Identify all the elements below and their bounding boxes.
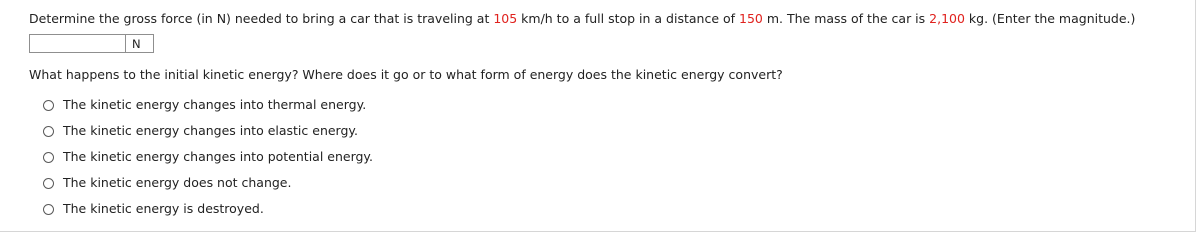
radio-button-icon[interactable] xyxy=(43,178,54,189)
option-label: The kinetic energy changes into potential energy. xyxy=(63,149,374,164)
question-1-text-part: Determine the gross force (in N) needed to bring a car that is traveling at xyxy=(29,11,494,26)
radio-button-icon[interactable] xyxy=(43,100,54,111)
question-1-text-part: km/h to a full stop in a distance of xyxy=(517,11,740,26)
radio-button-icon[interactable] xyxy=(43,204,54,215)
option-potential-energy[interactable] xyxy=(43,144,373,170)
option-label: The kinetic energy changes into thermal energy. xyxy=(63,97,367,112)
option-label: The kinetic energy changes into elastic energy. xyxy=(63,123,359,138)
question-1-text-part: m. The mass of the car is xyxy=(762,11,930,26)
unit-label: N xyxy=(126,34,154,53)
option-label: The kinetic energy is destroyed. xyxy=(63,201,264,216)
option-label: The kinetic energy does not change. xyxy=(63,175,292,190)
energy-options-group xyxy=(43,92,373,222)
radio-button-icon[interactable] xyxy=(43,152,54,163)
distance-value: 150 xyxy=(739,11,763,26)
question-1-text xyxy=(29,11,1135,27)
mass-value: 2,100 xyxy=(929,11,965,26)
option-elastic-energy[interactable] xyxy=(43,118,373,144)
question-2-prompt: What happens to the initial kinetic energy? Where does it go or to what form of energy does the kinetic energy convert? xyxy=(29,67,783,82)
question-1-text-part: kg. (Enter the magnitude.) xyxy=(964,11,1136,26)
answer-row xyxy=(29,34,154,53)
option-does-not-change[interactable] xyxy=(43,170,373,196)
radio-button-icon[interactable] xyxy=(43,126,54,137)
speed-value: 105 xyxy=(493,11,518,26)
option-thermal-energy[interactable] xyxy=(43,92,373,118)
option-destroyed[interactable] xyxy=(43,196,373,222)
force-answer-input[interactable] xyxy=(29,34,126,53)
